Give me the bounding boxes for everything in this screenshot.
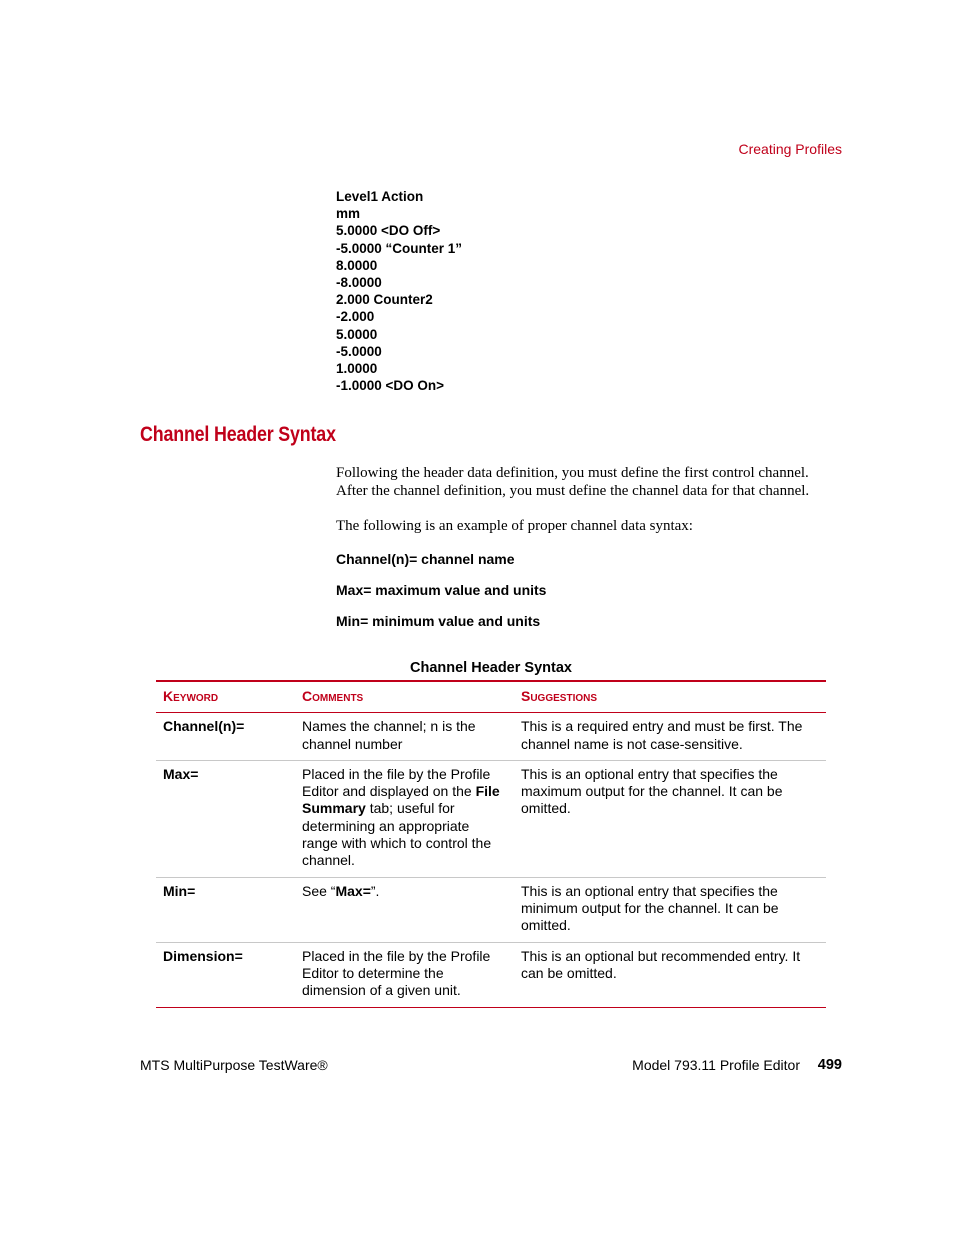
keyword-cell: Dimension= <box>156 942 295 1008</box>
section-title: Channel Header Syntax <box>140 423 336 446</box>
code-line: 1.0000 <box>336 361 378 377</box>
suggestions-cell: This is an optional entry that specifies the minimum output for the channel. It can be omitted. <box>514 877 826 942</box>
table-caption: Channel Header Syntax <box>410 660 572 676</box>
intro-paragraph: Following the header data definition, you must define the first control channel. After the channel definition, you must define the channel data for that channel. <box>336 465 810 499</box>
comments-cell <box>295 877 514 942</box>
keyword-cell: Channel(n)= <box>156 713 295 761</box>
code-line: -8.0000 <box>336 275 382 291</box>
code-line: -1.0000 <DO On> <box>336 378 445 394</box>
footer-model-name: Model 793.11 Profile Editor <box>632 1057 800 1073</box>
header-section-link[interactable]: Creating Profiles <box>738 141 842 157</box>
example-intro-paragraph: The following is an example of proper channel data syntax: <box>336 518 693 534</box>
suggestions-cell: This is an optional but recommended entry. It can be omitted. <box>514 942 826 1008</box>
comment-text: Placed in the file by the Profile Editor to determine the dimension of a given unit. <box>302 947 491 999</box>
code-line: 2.000 Counter2 <box>336 292 433 308</box>
comment-text: Names the channel; n is the channel number <box>302 718 476 752</box>
code-line: Level1 Action <box>336 189 424 204</box>
column-header-suggestions: Suggestions <box>514 681 826 713</box>
suggestions-cell: This is a required entry and must be first. The channel name is not case-sensitive. <box>514 713 826 761</box>
code-example <box>336 188 462 394</box>
code-line: -5.0000 <box>336 343 382 359</box>
comments-cell <box>295 760 514 877</box>
comment-text: ”. <box>370 882 380 899</box>
footer-product-name: MTS MultiPurpose TestWare® <box>140 1057 328 1073</box>
table-row <box>156 713 826 761</box>
keyword-cell: Max= <box>156 760 295 877</box>
table-header-row <box>156 681 826 713</box>
comment-text: See “ <box>302 882 336 899</box>
keyword-cell: Min= <box>156 877 295 942</box>
comment-emphasis: Max= <box>335 882 371 899</box>
suggestions-cell: This is an optional entry that specifies the maximum output for the channel. It can be omitted. <box>514 760 826 877</box>
channel-header-syntax-table <box>156 680 826 1008</box>
table-row <box>156 760 826 877</box>
syntax-line-min: Min= minimum value and units <box>336 613 541 629</box>
code-line: 8.0000 <box>336 257 378 273</box>
code-line: -5.0000 “Counter 1” <box>336 240 463 256</box>
comment-text: tab; useful for determining an appropriate range with which to control the channel. <box>302 800 492 869</box>
code-line: -2.000 <box>336 309 375 325</box>
column-header-keyword: Keyword <box>156 681 295 713</box>
table-row <box>156 877 826 942</box>
table-row <box>156 942 826 1008</box>
code-line: 5.0000 <DO Off> <box>336 223 441 239</box>
syntax-line-max: Max= maximum value and units <box>336 582 547 598</box>
comment-emphasis: File Summary <box>302 783 500 817</box>
code-line: 5.0000 <box>336 326 378 342</box>
comments-cell <box>295 713 514 761</box>
column-header-comments: Comments <box>295 681 514 713</box>
comment-text: Placed in the file by the Profile Editor and displayed on the <box>302 765 491 800</box>
comments-cell <box>295 942 514 1008</box>
code-line: mm <box>336 206 361 222</box>
page-number: 499 <box>817 1057 842 1073</box>
syntax-line-channel: Channel(n)= channel name <box>336 551 515 567</box>
